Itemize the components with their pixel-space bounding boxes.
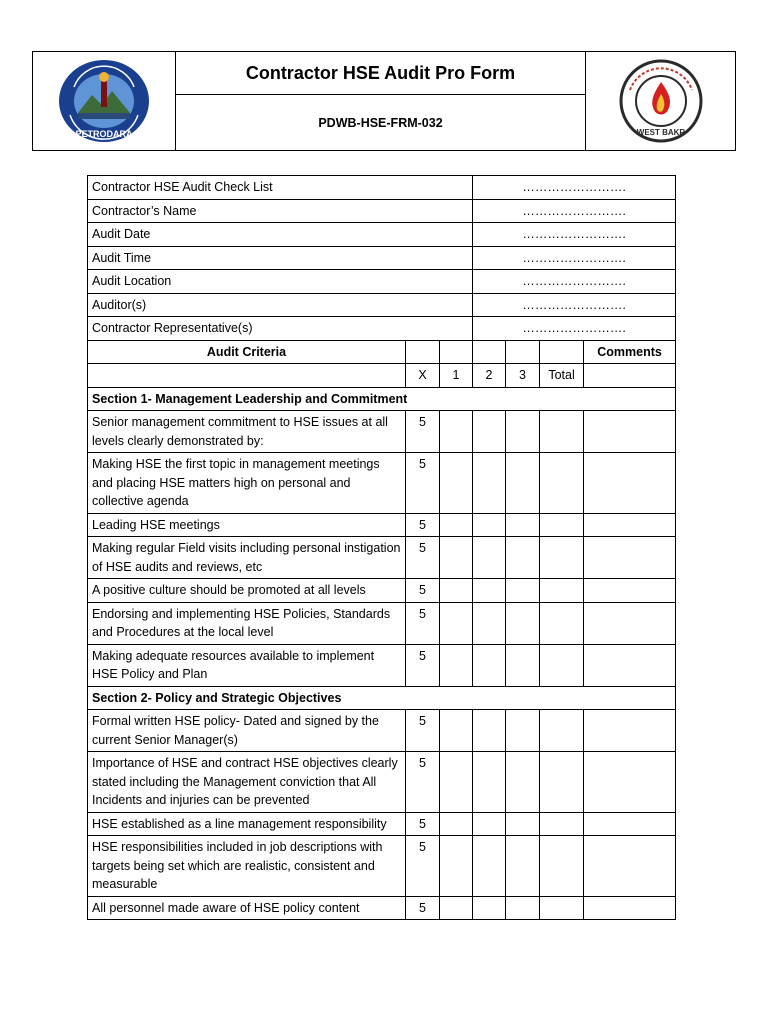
score-1-cell[interactable] <box>440 710 473 752</box>
comments-cell[interactable] <box>584 537 676 579</box>
score-3-cell[interactable] <box>506 812 540 836</box>
max-score: 5 <box>406 710 440 752</box>
comments-cell[interactable] <box>584 513 676 537</box>
total-cell[interactable] <box>540 579 584 603</box>
total-cell[interactable] <box>540 896 584 920</box>
criteria-text: HSE responsibilities included in job descriptions with targets being set which are realistic, consistent and measurable <box>88 836 406 897</box>
criteria-row <box>88 579 676 603</box>
info-label: Audit Location <box>88 270 473 294</box>
criteria-text: Making regular Field visits including personal instigation of HSE audits and reviews, etc <box>88 537 406 579</box>
criteria-row <box>88 411 676 453</box>
score-1-cell[interactable] <box>440 453 473 514</box>
total-cell[interactable] <box>540 602 584 644</box>
score-3-cell[interactable] <box>506 453 540 514</box>
info-row <box>88 293 676 317</box>
form-header <box>32 51 736 151</box>
info-row <box>88 223 676 247</box>
info-row <box>88 270 676 294</box>
score-1-cell[interactable] <box>440 579 473 603</box>
score-3-cell[interactable] <box>506 579 540 603</box>
total-cell[interactable] <box>540 644 584 686</box>
info-label: Auditor(s) <box>88 293 473 317</box>
score-2-cell[interactable] <box>473 411 506 453</box>
criteria-text: HSE established as a line management responsibility <box>88 812 406 836</box>
comments-cell[interactable] <box>584 411 676 453</box>
criteria-text: A positive culture should be promoted at all levels <box>88 579 406 603</box>
total-cell[interactable] <box>540 812 584 836</box>
criteria-header-row <box>88 340 676 364</box>
criteria-text: Formal written HSE policy- Dated and signed by the current Senior Manager(s) <box>88 710 406 752</box>
score-1-cell[interactable] <box>440 602 473 644</box>
max-score: 5 <box>406 411 440 453</box>
criteria-row <box>88 752 676 813</box>
criteria-row <box>88 602 676 644</box>
total-cell[interactable] <box>540 836 584 897</box>
criteria-row <box>88 836 676 897</box>
score-3-cell[interactable] <box>506 411 540 453</box>
info-value-field[interactable]: ……………………. <box>473 199 676 223</box>
score-2-cell[interactable] <box>473 896 506 920</box>
max-score: 5 <box>406 602 440 644</box>
info-label: Audit Date <box>88 223 473 247</box>
left-logo-text: PETRODARA <box>75 129 133 139</box>
header-blank <box>440 340 473 364</box>
total-cell[interactable] <box>540 411 584 453</box>
info-value-field[interactable]: ……………………. <box>473 223 676 247</box>
score-2-cell[interactable] <box>473 513 506 537</box>
audit-criteria-header: Audit Criteria <box>88 340 406 364</box>
score-2-cell[interactable] <box>473 579 506 603</box>
criteria-text: Making HSE the first topic in management meetings and placing HSE matters high on personal and collective agenda <box>88 453 406 514</box>
section-title: Section 2- Policy and Strategic Objectives <box>88 686 676 710</box>
info-value-field[interactable]: ……………………. <box>473 270 676 294</box>
max-score: 5 <box>406 579 440 603</box>
info-row <box>88 317 676 341</box>
max-score: 5 <box>406 453 440 514</box>
score-2-cell[interactable] <box>473 453 506 514</box>
info-label: Contractor Representative(s) <box>88 317 473 341</box>
max-score: 5 <box>406 513 440 537</box>
section-title-row <box>88 686 676 710</box>
form-code: PDWB-HSE-FRM-032 <box>318 115 443 130</box>
max-score: 5 <box>406 896 440 920</box>
total-cell[interactable] <box>540 513 584 537</box>
comments-cell[interactable] <box>584 710 676 752</box>
max-score: 5 <box>406 644 440 686</box>
score-3-cell[interactable] <box>506 896 540 920</box>
criteria-row <box>88 453 676 514</box>
score-3-cell[interactable] <box>506 710 540 752</box>
score-3-cell[interactable] <box>506 602 540 644</box>
score-3-cell[interactable] <box>506 836 540 897</box>
total-cell[interactable] <box>540 537 584 579</box>
criteria-text: Importance of HSE and contract HSE objectives clearly stated including the Management conviction that All Incidents and injuries can be prevented <box>88 752 406 813</box>
score-total-header: Total <box>540 364 584 388</box>
score-x-header: X <box>406 364 440 388</box>
max-score: 5 <box>406 752 440 813</box>
criteria-text: All personnel made aware of HSE policy content <box>88 896 406 920</box>
total-cell[interactable] <box>540 453 584 514</box>
comments-header: Comments <box>584 340 676 364</box>
max-score: 5 <box>406 812 440 836</box>
west-bakr-logo <box>585 52 735 150</box>
header-blank <box>506 340 540 364</box>
max-score: 5 <box>406 836 440 897</box>
max-score: 5 <box>406 537 440 579</box>
section-title: Section 1- Management Leadership and Commitment <box>88 387 676 411</box>
score-3-cell[interactable] <box>506 752 540 813</box>
criteria-text: Senior management commitment to HSE issues at all levels clearly demonstrated by: <box>88 411 406 453</box>
score-1-header: 1 <box>440 364 473 388</box>
info-value-field[interactable]: ……………………. <box>473 293 676 317</box>
score-2-cell[interactable] <box>473 537 506 579</box>
score-2-cell[interactable] <box>473 710 506 752</box>
criteria-text: Making adequate resources available to implement HSE Policy and Plan <box>88 644 406 686</box>
score-2-cell[interactable] <box>473 836 506 897</box>
criteria-row <box>88 537 676 579</box>
score-2-cell[interactable] <box>473 752 506 813</box>
criteria-row <box>88 896 676 920</box>
info-row <box>88 176 676 200</box>
criteria-row <box>88 644 676 686</box>
audit-table <box>87 175 676 920</box>
score-2-header: 2 <box>473 364 506 388</box>
section-title-row <box>88 387 676 411</box>
info-row <box>88 199 676 223</box>
header-blank <box>473 340 506 364</box>
info-row <box>88 246 676 270</box>
score-1-cell[interactable] <box>440 644 473 686</box>
score-3-header: 3 <box>506 364 540 388</box>
header-blank <box>406 340 440 364</box>
info-label: Contractor’s Name <box>88 199 473 223</box>
score-3-cell[interactable] <box>506 513 540 537</box>
comments-cell[interactable] <box>584 453 676 514</box>
criteria-text: Endorsing and implementing HSE Policies, Standards and Procedures at the local level <box>88 602 406 644</box>
criteria-text: Leading HSE meetings <box>88 513 406 537</box>
score-header-row <box>88 364 676 388</box>
score-1-cell[interactable] <box>440 537 473 579</box>
score-1-cell[interactable] <box>440 896 473 920</box>
west-bakr-logo-icon <box>618 58 704 144</box>
score-1-cell[interactable] <box>440 836 473 897</box>
total-cell[interactable] <box>540 710 584 752</box>
score-2-cell[interactable] <box>473 812 506 836</box>
header-blank <box>584 364 676 388</box>
comments-cell[interactable] <box>584 812 676 836</box>
comments-cell[interactable] <box>584 602 676 644</box>
score-2-cell[interactable] <box>473 644 506 686</box>
petrodara-logo-icon <box>56 57 152 145</box>
score-3-cell[interactable] <box>506 537 540 579</box>
total-cell[interactable] <box>540 752 584 813</box>
comments-cell[interactable] <box>584 752 676 813</box>
score-1-cell[interactable] <box>440 411 473 453</box>
criteria-row <box>88 812 676 836</box>
header-blank <box>88 364 406 388</box>
info-value-field[interactable]: ……………………. <box>473 317 676 341</box>
score-2-cell[interactable] <box>473 602 506 644</box>
info-value-field[interactable]: ……………………. <box>473 176 676 200</box>
header-blank <box>540 340 584 364</box>
right-logo-text: WEST BAKR <box>636 128 685 137</box>
comments-cell[interactable] <box>584 836 676 897</box>
score-1-cell[interactable] <box>440 812 473 836</box>
comments-cell[interactable] <box>584 579 676 603</box>
criteria-row <box>88 513 676 537</box>
criteria-row <box>88 710 676 752</box>
info-label: Audit Time <box>88 246 473 270</box>
score-3-cell[interactable] <box>506 644 540 686</box>
comments-cell[interactable] <box>584 896 676 920</box>
info-value-field[interactable]: ……………………. <box>473 246 676 270</box>
petrodara-logo <box>33 52 176 150</box>
comments-cell[interactable] <box>584 644 676 686</box>
score-1-cell[interactable] <box>440 752 473 813</box>
score-1-cell[interactable] <box>440 513 473 537</box>
form-title: Contractor HSE Audit Pro Form <box>176 52 585 95</box>
info-label: Contractor HSE Audit Check List <box>88 176 473 200</box>
